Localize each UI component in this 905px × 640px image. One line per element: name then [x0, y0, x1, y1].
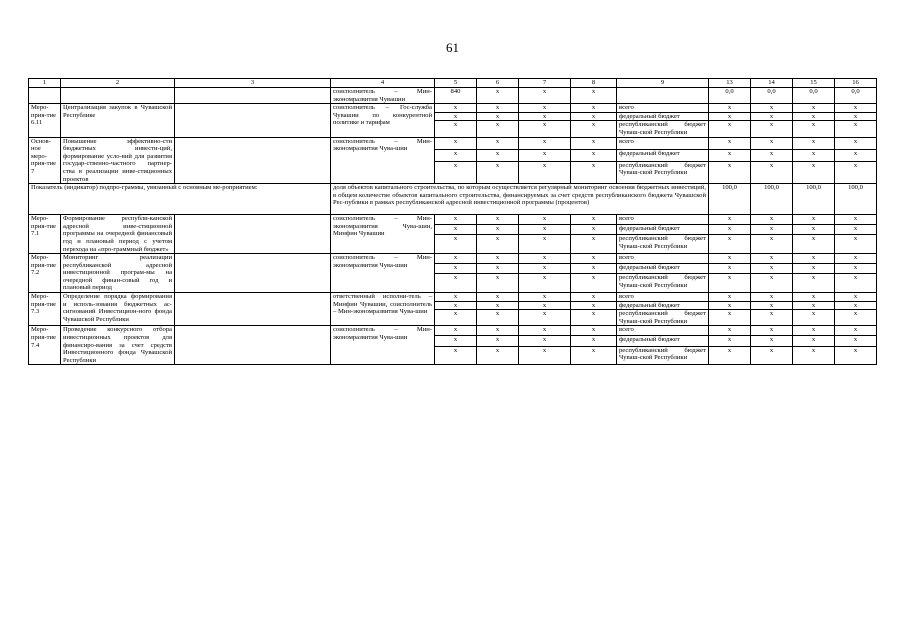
value-cell: x	[793, 137, 835, 149]
activity-name-cell: Формирование республи-канской адресной инве-стиционной программы на очередной финансовый год и плановый период с учетом перехода на «про-граммный бюджет»	[61, 215, 175, 254]
value-cell: x	[571, 254, 617, 264]
value-cell: x	[519, 215, 571, 225]
funding-source-cell: федеральный бюджет	[617, 112, 709, 121]
activity-name-cell: Централизация закупок в Чувашской Республике	[61, 104, 175, 137]
indicator-row	[29, 184, 877, 215]
table-cell	[175, 326, 331, 365]
program-activities-table	[28, 78, 877, 365]
value-cell: x	[751, 137, 793, 149]
value-cell: x	[435, 274, 477, 293]
column-number-header: 7	[519, 79, 571, 88]
executor-cell: соисполнитель – Мин-экономразвития Чува-шии, Минфин Чувашии	[331, 215, 435, 254]
value-cell: x	[835, 149, 877, 161]
funding-source-cell: республиканский бюджет Чуваш-ской Республики	[617, 235, 709, 254]
value-cell: x	[709, 310, 751, 326]
value-cell: x	[751, 149, 793, 161]
table-cell	[175, 254, 331, 293]
column-number-header: 14	[751, 79, 793, 88]
value-cell: x	[793, 104, 835, 113]
value-cell: x	[519, 225, 571, 235]
value-cell: x	[571, 225, 617, 235]
value-cell: x	[435, 301, 477, 310]
value-cell: x	[835, 301, 877, 310]
value-cell: x	[835, 326, 877, 336]
activity-code-cell: Меро-прия-тие 7.4	[29, 326, 61, 365]
value-cell: x	[751, 121, 793, 137]
value-cell: x	[519, 254, 571, 264]
value-cell: x	[477, 104, 519, 113]
value-cell: x	[435, 254, 477, 264]
value-cell: 100,0	[751, 184, 793, 215]
value-cell: x	[751, 254, 793, 264]
value-cell: x	[435, 326, 477, 336]
value-cell: x	[751, 336, 793, 346]
value-cell: x	[435, 215, 477, 225]
value-cell: x	[519, 310, 571, 326]
value-cell: x	[477, 301, 519, 310]
value-cell: x	[751, 310, 793, 326]
value-cell: x	[709, 104, 751, 113]
value-cell: x	[435, 293, 477, 302]
column-number-header: 5	[435, 79, 477, 88]
value-cell: x	[793, 301, 835, 310]
column-number-header: 1	[29, 79, 61, 88]
value-cell: x	[477, 346, 519, 365]
table-row	[29, 104, 877, 113]
value-cell: x	[571, 137, 617, 149]
funding-source-cell: федеральный бюджет	[617, 264, 709, 274]
value-cell: x	[477, 235, 519, 254]
value-cell: x	[477, 88, 519, 104]
value-cell: x	[751, 274, 793, 293]
funding-source-cell: республиканский бюджет Чуваш-ской Республики	[617, 346, 709, 365]
value-cell: 100,0	[835, 184, 877, 215]
value-cell: x	[571, 346, 617, 365]
value-cell: x	[477, 215, 519, 225]
executor-cell: ответственный исполни-тель – Минфин Чувашии, соисполнитель – Мин-экономразвития Чува-шии	[331, 293, 435, 326]
value-cell: x	[519, 235, 571, 254]
value-cell: x	[477, 225, 519, 235]
value-cell: x	[793, 121, 835, 137]
column-number-header: 15	[793, 79, 835, 88]
value-cell: x	[477, 336, 519, 346]
value-cell: 100,0	[709, 184, 751, 215]
value-cell: x	[571, 301, 617, 310]
value-cell: x	[435, 346, 477, 365]
value-cell: x	[793, 112, 835, 121]
funding-source-cell: федеральный бюджет	[617, 301, 709, 310]
value-cell: x	[435, 161, 477, 184]
value-cell: x	[571, 112, 617, 121]
value-cell: x	[835, 235, 877, 254]
value-cell: x	[571, 121, 617, 137]
activity-name-cell: Определение порядка формирования и исполь-зования бюджетных ас-сигнований Инвестицион-ного фонда Чувашской Республики	[61, 293, 175, 326]
value-cell: x	[709, 215, 751, 225]
value-cell: x	[519, 293, 571, 302]
value-cell: x	[519, 104, 571, 113]
activity-code-cell: Основ-ное меро-прия-тие 7	[29, 137, 61, 184]
indicator-label-cell: Показатель (индикатор) подпро-граммы, увязанный с основным ме-роприятием:	[29, 184, 331, 215]
activity-code-cell: Меро-прия-тие 7.3	[29, 293, 61, 326]
value-cell: x	[793, 346, 835, 365]
funding-source-cell: федеральный бюджет	[617, 149, 709, 161]
value-cell: x	[571, 310, 617, 326]
value-cell: x	[571, 293, 617, 302]
value-cell: x	[519, 88, 571, 104]
value-cell: x	[477, 137, 519, 149]
value-cell: x	[571, 161, 617, 184]
value-cell: x	[835, 137, 877, 149]
value-cell: x	[571, 326, 617, 336]
executor-cell: соисполнитель – Мин-экономразвития Чувашии	[331, 88, 435, 104]
value-cell: x	[793, 326, 835, 336]
value-cell: x	[709, 235, 751, 254]
table-row	[29, 254, 877, 264]
activity-code-cell: Меро-прия-тие 7.1	[29, 215, 61, 254]
value-cell: x	[519, 264, 571, 274]
funding-source-cell: республиканский бюджет Чуваш-ской Республики	[617, 310, 709, 326]
value-cell: x	[835, 161, 877, 184]
value-cell: 0,0	[835, 88, 877, 104]
funding-source-cell: всего	[617, 326, 709, 336]
value-cell: x	[751, 326, 793, 336]
value-cell: x	[477, 326, 519, 336]
value-cell: x	[709, 149, 751, 161]
value-cell: x	[435, 149, 477, 161]
value-cell: x	[571, 215, 617, 225]
table-row	[29, 215, 877, 225]
value-cell: x	[835, 310, 877, 326]
value-cell: x	[709, 293, 751, 302]
column-number-header: 9	[617, 79, 709, 88]
table-cell	[617, 88, 709, 104]
value-cell: x	[793, 293, 835, 302]
value-cell: x	[793, 274, 835, 293]
funding-source-cell: федеральный бюджет	[617, 225, 709, 235]
table-cell	[175, 293, 331, 326]
executor-cell: соисполнитель – Мин-экономразвития Чува-шии	[331, 326, 435, 365]
value-cell: x	[519, 336, 571, 346]
table-row	[29, 326, 877, 336]
value-cell: x	[709, 336, 751, 346]
value-cell: x	[793, 149, 835, 161]
value-cell: x	[709, 225, 751, 235]
value-cell: x	[835, 121, 877, 137]
table-row	[29, 88, 877, 104]
value-cell: x	[477, 121, 519, 137]
value-cell: x	[793, 161, 835, 184]
value-cell: x	[835, 346, 877, 365]
executor-cell: соисполнитель – Гос-служба Чувашии по конкурентной политике и тарифам	[331, 104, 435, 137]
funding-source-cell: республиканский бюджет Чуваш-ской Республики	[617, 274, 709, 293]
activity-name-cell: Повышение эффективно-сти бюджетных инвести-ций, формирование усло-вий для развития государ-ственно-частного партнер-ства в реализации инве-стиционных проектов	[61, 137, 175, 184]
funding-source-cell: федеральный бюджет	[617, 336, 709, 346]
value-cell: x	[793, 310, 835, 326]
value-cell: x	[571, 336, 617, 346]
value-cell: x	[519, 274, 571, 293]
value-cell: x	[571, 149, 617, 161]
column-number-header: 3	[175, 79, 331, 88]
funding-source-cell: всего	[617, 293, 709, 302]
value-cell: x	[435, 104, 477, 113]
value-cell: x	[709, 112, 751, 121]
column-number-header: 6	[477, 79, 519, 88]
value-cell: x	[835, 264, 877, 274]
header-row	[29, 79, 877, 88]
value-cell: x	[519, 161, 571, 184]
value-cell: x	[477, 254, 519, 264]
value-cell: x	[435, 310, 477, 326]
column-number-header: 8	[571, 79, 617, 88]
value-cell: x	[835, 104, 877, 113]
value-cell: x	[709, 274, 751, 293]
table-cell	[61, 88, 175, 104]
value-cell: x	[571, 274, 617, 293]
value-cell: x	[519, 301, 571, 310]
value-cell: x	[751, 346, 793, 365]
table-cell	[175, 104, 331, 137]
value-cell: x	[709, 326, 751, 336]
value-cell: x	[477, 149, 519, 161]
funding-source-cell: всего	[617, 104, 709, 113]
funding-source-cell: республиканский бюджет Чуваш-ской Республики	[617, 121, 709, 137]
value-cell: x	[835, 293, 877, 302]
value-cell: x	[709, 254, 751, 264]
value-cell: x	[435, 235, 477, 254]
value-cell: x	[835, 336, 877, 346]
column-number-header: 13	[709, 79, 751, 88]
value-cell: x	[793, 225, 835, 235]
value-cell: x	[835, 254, 877, 264]
value-cell: x	[709, 121, 751, 137]
value-cell: x	[477, 161, 519, 184]
activity-name-cell: Проведение конкурсного отбора инвестиционных проектов для финансиро-вания за счет средств Инвестиционного фонда Чувашской Республики	[61, 326, 175, 365]
value-cell: x	[709, 161, 751, 184]
value-cell: x	[835, 225, 877, 235]
value-cell: x	[519, 326, 571, 336]
value-cell: x	[751, 301, 793, 310]
value-cell: 840	[435, 88, 477, 104]
value-cell: x	[571, 235, 617, 254]
funding-source-cell: всего	[617, 215, 709, 225]
table-row	[29, 137, 877, 149]
column-number-header: 4	[331, 79, 435, 88]
value-cell: x	[435, 264, 477, 274]
value-cell: x	[477, 112, 519, 121]
value-cell: 0,0	[709, 88, 751, 104]
value-cell: x	[793, 264, 835, 274]
table-cell	[175, 215, 331, 254]
value-cell: x	[709, 301, 751, 310]
funding-source-cell: всего	[617, 137, 709, 149]
value-cell: 100,0	[793, 184, 835, 215]
value-cell: x	[835, 215, 877, 225]
value-cell: 0,0	[793, 88, 835, 104]
page-number: 61	[446, 40, 459, 55]
value-cell: x	[519, 121, 571, 137]
value-cell: x	[751, 215, 793, 225]
table-cell	[175, 137, 331, 184]
table-row	[29, 293, 877, 302]
value-cell: x	[751, 235, 793, 254]
value-cell: x	[751, 225, 793, 235]
value-cell: x	[435, 137, 477, 149]
value-cell: x	[709, 346, 751, 365]
value-cell: x	[793, 215, 835, 225]
value-cell: x	[751, 161, 793, 184]
value-cell: x	[793, 254, 835, 264]
value-cell: x	[435, 112, 477, 121]
value-cell: x	[519, 149, 571, 161]
value-cell: x	[751, 104, 793, 113]
value-cell: x	[435, 225, 477, 235]
value-cell: x	[709, 264, 751, 274]
value-cell: x	[709, 137, 751, 149]
table-cell	[175, 88, 331, 104]
value-cell: x	[751, 112, 793, 121]
value-cell: x	[519, 112, 571, 121]
indicator-text-cell: доля объектов капитального строительства, по которым осуществляется регулярный мониторинг освоения бюджетных инвестиций, в общем количестве объектов капитального строительства, финансируемых за счет средств республиканского бюджета Чувашской Рес-публики в рамках республиканской адресной инвестиционной программы (процентов)	[331, 184, 709, 215]
column-number-header: 2	[61, 79, 175, 88]
value-cell: x	[571, 264, 617, 274]
activity-code-cell: Меро-прия-тие 7.2	[29, 254, 61, 293]
executor-cell: соисполнитель – Мин-экономразвития Чува-шии	[331, 137, 435, 184]
funding-source-cell: республиканский бюджет Чуваш-ской Республики	[617, 161, 709, 184]
value-cell: x	[793, 336, 835, 346]
table-cell	[29, 88, 61, 104]
value-cell: x	[835, 274, 877, 293]
value-cell: x	[435, 336, 477, 346]
value-cell: x	[435, 121, 477, 137]
value-cell: x	[477, 310, 519, 326]
value-cell: x	[793, 235, 835, 254]
activity-name-cell: Мониторинг реализации республиканской адресной инвестиционной програм-мы на очередной финан-совый год и плановый период	[61, 254, 175, 293]
value-cell: x	[571, 88, 617, 104]
value-cell: x	[477, 264, 519, 274]
column-number-header: 16	[835, 79, 877, 88]
funding-source-cell: всего	[617, 254, 709, 264]
executor-cell: соисполнитель – Мин-экономразвития Чува-шии	[331, 254, 435, 293]
value-cell: x	[477, 274, 519, 293]
value-cell: x	[835, 112, 877, 121]
value-cell: x	[519, 346, 571, 365]
value-cell: x	[571, 104, 617, 113]
value-cell: x	[519, 137, 571, 149]
value-cell: 0,0	[751, 88, 793, 104]
value-cell: x	[477, 293, 519, 302]
activity-code-cell: Меро-прия-тие 6.11	[29, 104, 61, 137]
value-cell: x	[751, 264, 793, 274]
value-cell: x	[751, 293, 793, 302]
